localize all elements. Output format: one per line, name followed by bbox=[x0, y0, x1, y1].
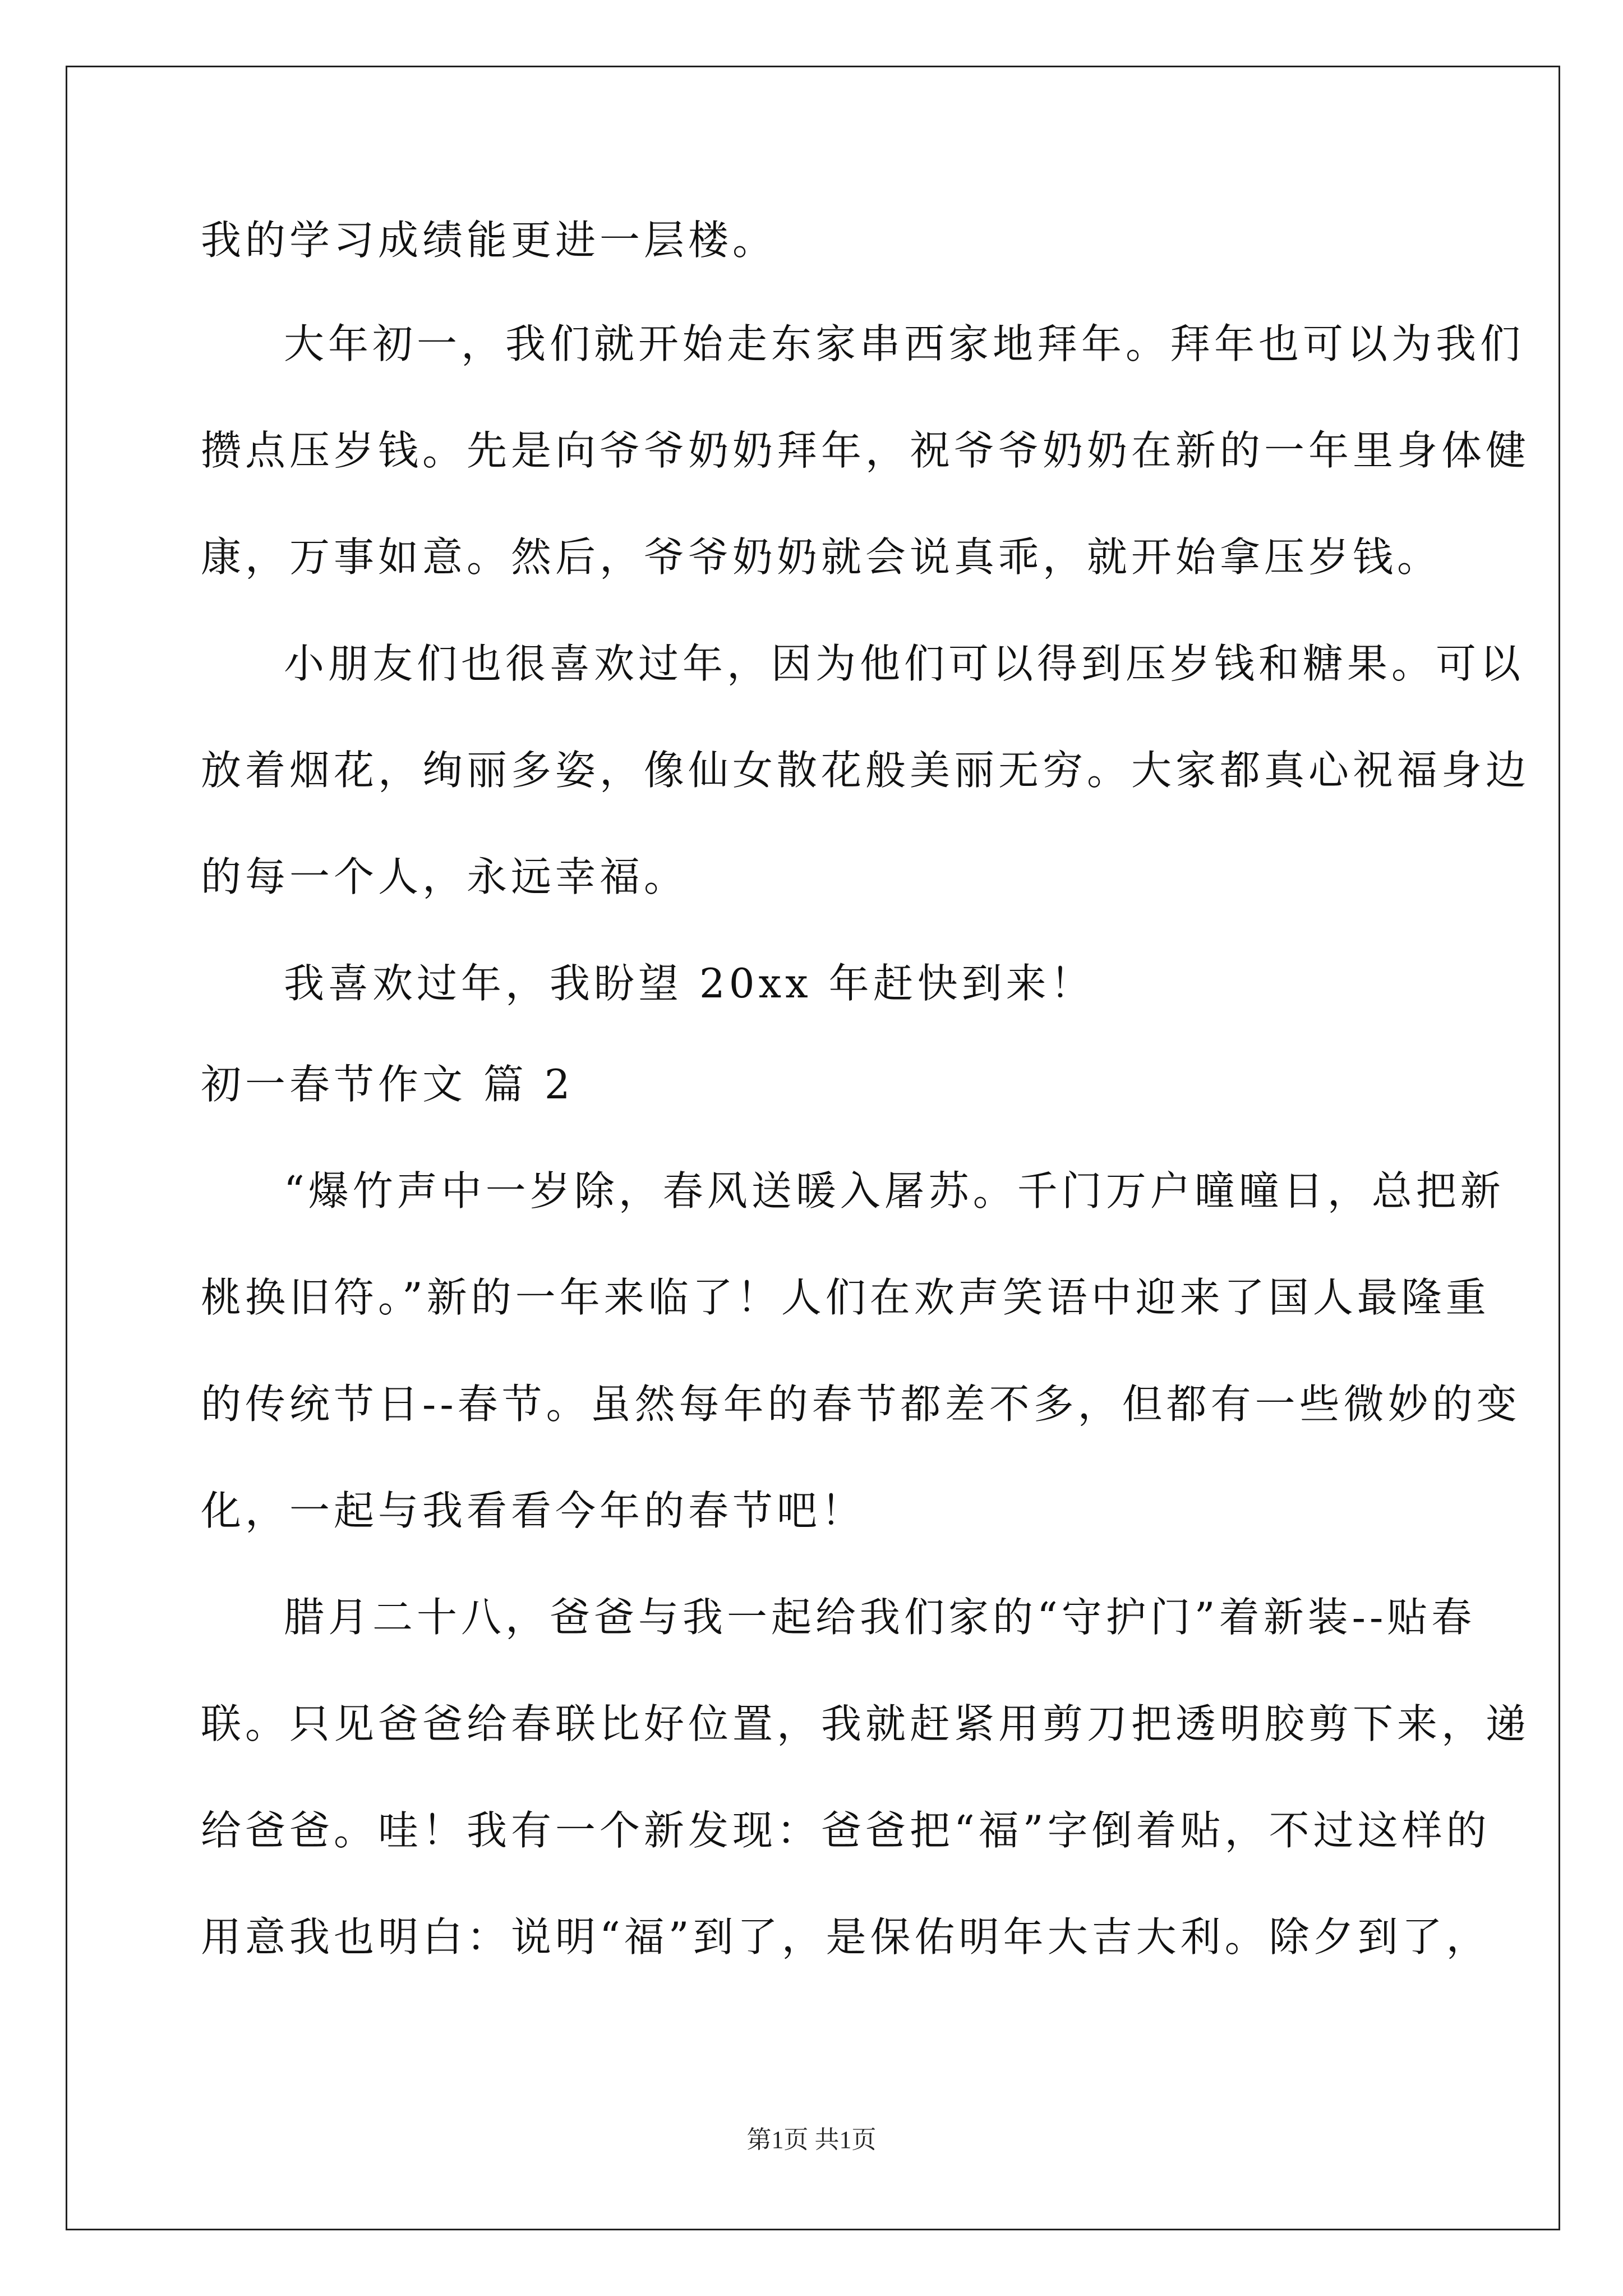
paragraph-line: 化，一起与我看看今年的春节吧！ bbox=[201, 1487, 866, 1534]
page-border bbox=[66, 66, 1560, 2230]
page-footer: 第1页 共1页 bbox=[746, 2126, 877, 2154]
paragraph-line: 桃换旧符。”新的一年来临了！人们在欢声笑语中迎来了国人最隆重 bbox=[201, 1274, 1490, 1321]
section-heading: 初一春节作文 篇 2 bbox=[201, 1061, 574, 1108]
paragraph-line: 我喜欢过年，我盼望 20xx 年赶快到来！ bbox=[284, 960, 1095, 1007]
paragraph-line: 腊月二十八，爸爸与我一起给我们家的“守护门”着新装--贴春 bbox=[284, 1594, 1476, 1641]
paragraph-line: 放着烟花，绚丽多姿，像仙女散花般美丽无穷。大家都真心祝福身边 bbox=[201, 747, 1530, 794]
paragraph-line: 的传统节日--春节。虽然每年的春节都差不多，但都有一些微妙的变 bbox=[201, 1381, 1521, 1428]
paragraph-line: 康，万事如意。然后，爷爷奶奶就会说真乖，就开始拿压岁钱。 bbox=[201, 533, 1442, 581]
paragraph-line: 用意我也明白：说明“福”到了，是保佑明年大吉大利。除夕到了， bbox=[201, 1913, 1491, 1961]
paragraph-line: “爆竹声中一岁除，春风送暖入屠苏。千门万户曈曈日，总把新 bbox=[284, 1167, 1505, 1214]
paragraph-line: 攒点压岁钱。先是向爷爷奶奶拜年，祝爷爷奶奶在新的一年里身体健 bbox=[201, 427, 1530, 474]
paragraph-line: 小朋友们也很喜欢过年，因为他们可以得到压岁钱和糖果。可以 bbox=[284, 640, 1525, 687]
paragraph-line: 联。只见爸爸给春联比好位置，我就赶紧用剪刀把透明胶剪下来，递 bbox=[201, 1700, 1530, 1747]
paragraph-line: 的每一个人，永远幸福。 bbox=[201, 853, 689, 900]
paragraph-line: 大年初一，我们就开始走东家串西家地拜年。拜年也可以为我们 bbox=[284, 320, 1525, 367]
paragraph-line: 我的学习成绩能更进一层楼。 bbox=[201, 217, 777, 264]
paragraph-line: 给爸爸。哇！我有一个新发现：爸爸把“福”字倒着贴，不过这样的 bbox=[201, 1807, 1491, 1854]
